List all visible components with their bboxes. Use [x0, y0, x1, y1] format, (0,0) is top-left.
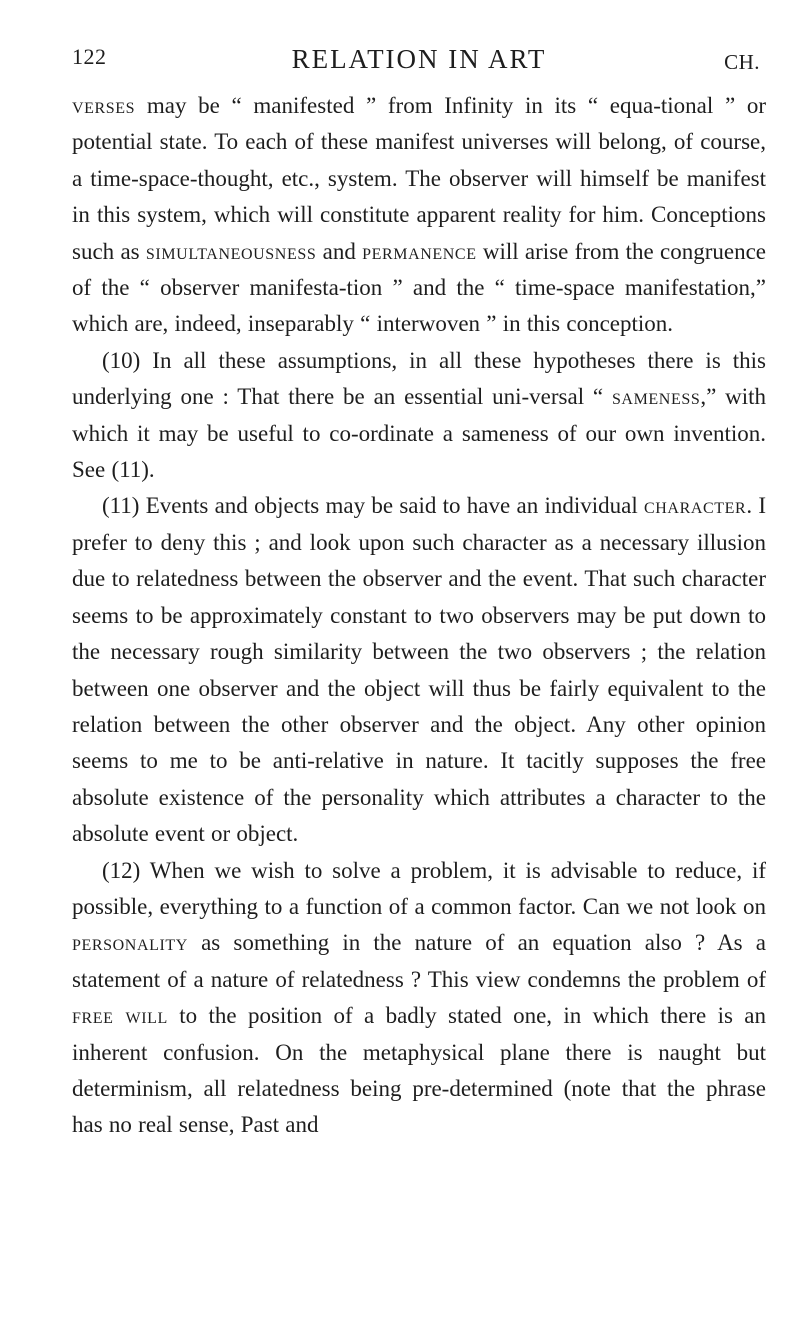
- text-run: as something in the nature of an equation also ? As a statement of a nature of relatedness ? This view condemns the problem of: [72, 930, 766, 992]
- text-run: ,” with which it may be useful to co-ordinate a sameness of our own invention. See (11).: [72, 384, 766, 483]
- small-caps-term: permanence: [362, 238, 477, 264]
- text-run: will arise from the congruence of the “ observer manifesta-tion ” and the “ time-space manifestation,” which are, indeed, inseparably “ interwoven ” in this conception.: [72, 238, 766, 337]
- text-run: may be “ manifested ” from Infinity in its “ equa-tional ” or potential state. To each of these manifest universes will belong, of course, a time-space-thought, etc., system. The observer will himself be manifest in this system, which will constitute apparent reality for him. Conceptions such as: [72, 93, 766, 264]
- text-run: . I prefer to deny this ; and look upon such character as a necessary illusion due to relatedness between the observer and the event. That such character seems to be approximately constant to two observers may be put down to the necessary rough similarity between the two observers ; the relation between one observer and the object will thus be fairly equivalent to the relation between the other observer and the object. Any other opinion seems to me to be anti-relative in nature. It tacitly supposes the free absolute existence of the personality which attributes a character to the absolute event or object.: [72, 493, 766, 847]
- running-title: RELATION IN ART: [291, 44, 547, 74]
- text-run: to the position of a badly stated one, in which there is an inherent confusion. On the metaphysical plane there is naught but determinism, all relatedness being pre-determined (note that the phrase has no real sense, Past and: [72, 1003, 766, 1138]
- text-run: (11) Events and objects may be said to have an individual: [102, 493, 644, 519]
- small-caps-term: simultaneousness: [145, 238, 317, 264]
- chapter-mark: CH.: [724, 50, 760, 74]
- paragraph-12: [72, 853, 766, 1144]
- page-number: 122: [72, 44, 107, 69]
- text-run: (10) In all these assumptions, in all these hypotheses there is this underlying one : That there be an essential uni-versal “: [72, 347, 766, 410]
- body-text: [72, 88, 766, 1144]
- book-page: [72, 44, 766, 1324]
- text-run: (12) When we wish to solve a problem, it is advisable to reduce, if possible, everything to a function of a common factor. Can we not look on: [72, 857, 766, 919]
- paragraph-10: [72, 343, 766, 489]
- small-caps-term: personality: [72, 930, 188, 956]
- paragraph-11: [72, 488, 766, 852]
- text-run: and: [316, 238, 363, 264]
- page-header: [72, 44, 766, 76]
- small-caps-term: sameness: [611, 384, 701, 410]
- small-caps-term: verses: [72, 93, 136, 118]
- small-caps-term: character: [644, 493, 747, 519]
- paragraph-continuation: [72, 88, 766, 343]
- small-caps-term: free will: [72, 1003, 168, 1029]
